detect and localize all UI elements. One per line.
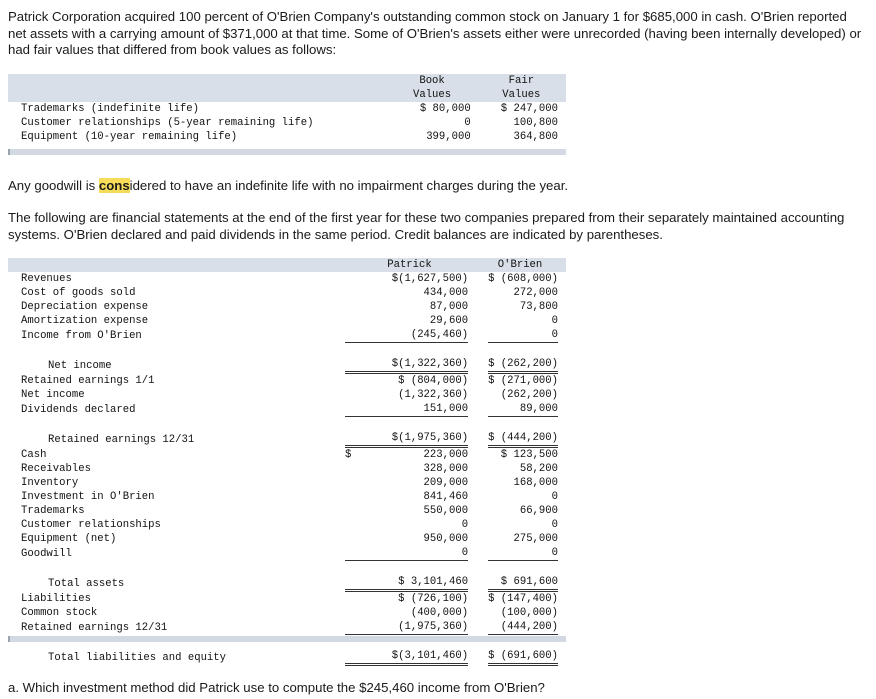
table-row — [8, 592, 566, 606]
obrien-value: (262,200) — [500, 389, 558, 401]
obrien-value: $ (608,000) — [488, 273, 558, 285]
table-row — [8, 490, 566, 504]
patrick-value: $(1,975,360) — [391, 432, 469, 444]
fair-value: 364,800 — [513, 131, 558, 143]
patrick-value: 151,000 — [423, 403, 469, 415]
book-value: 399,000 — [426, 131, 471, 143]
table-row — [8, 388, 566, 402]
table-bottom-bar — [8, 149, 566, 155]
fair-value-table — [8, 74, 566, 144]
row-label: Trademarks — [21, 505, 85, 517]
obrien-value: 272,000 — [513, 287, 558, 299]
table-row — [8, 431, 566, 448]
table-row — [8, 130, 566, 144]
obrien-value: 275,000 — [513, 533, 558, 545]
obrien-value: 0 — [551, 315, 558, 327]
patrick-value: 550,000 — [423, 505, 469, 517]
obrien-value: 66,900 — [519, 505, 558, 517]
row-label: Equipment (net) — [21, 533, 117, 545]
intro-paragraph: Patrick Corporation acquired 100 percent of O'Brien Company's outstanding common stock on January 1 for $685,000 in cash. O'Brien reported net assets with a carrying amount of $371,000 at that time. Some of O'Brien's assets either were unrecorded (having been internally developed) or had fair values that differed from book values as follows: — [8, 9, 862, 57]
obrien-value: $ (271,000) — [488, 375, 558, 387]
table-header-row — [8, 88, 566, 102]
table-row — [8, 606, 566, 620]
obrien-value: 89,000 — [519, 403, 558, 415]
obrien-value: (444,200) — [500, 621, 558, 633]
question-a: a. Which investment method did Patrick use to compute the $245,460 income from O'Brien? — [8, 680, 545, 695]
row-label: Dividends declared — [21, 403, 136, 416]
table-row — [8, 314, 566, 328]
table-row — [8, 357, 566, 374]
goodwill-note — [8, 178, 864, 195]
spacer-row — [8, 561, 566, 575]
book-value: $ 80,000 — [419, 103, 471, 115]
obrien-value: 0 — [551, 491, 558, 503]
patrick-value: $ 3,101,460 — [398, 576, 469, 588]
row-label: Goodwill — [21, 547, 72, 560]
fair-value: $ 247,000 — [500, 103, 558, 115]
currency-sign: $ — [344, 449, 352, 461]
table-row — [8, 116, 566, 130]
table-row — [8, 620, 566, 635]
row-label: Equipment (10-year remaining life) — [21, 131, 238, 143]
table-row — [8, 448, 566, 462]
table-row — [8, 328, 566, 343]
row-label: Receivables — [21, 463, 91, 475]
table-row — [8, 518, 566, 532]
table-header-row — [8, 258, 566, 272]
patrick-value: 209,000 — [423, 477, 469, 489]
fair-values-header-2: Values — [477, 88, 566, 102]
row-label: Depreciation expense — [21, 301, 149, 313]
table-row — [8, 504, 566, 518]
row-label: Retained earnings 1/1 — [21, 375, 155, 387]
obrien-value: 0 — [551, 519, 558, 531]
patrick-value: 841,460 — [423, 491, 469, 503]
row-label: Revenues — [21, 273, 72, 285]
financial-statements-table — [8, 258, 566, 666]
row-label: Customer relationships (5-year remaining life) — [21, 117, 314, 129]
statements-intro: The following are financial statements at the end of the first year for these two companies prepared from their separately maintained accounting systems. O'Brien declared and paid dividends in the same period. Credit balances are indicated by parentheses. — [8, 210, 845, 242]
obrien-value: 0 — [551, 329, 558, 341]
table-row — [8, 575, 566, 592]
patrick-value: 434,000 — [423, 287, 469, 299]
patrick-value: (1,975,360) — [398, 621, 469, 633]
table-row — [8, 374, 566, 388]
obrien-value: $ (147,400) — [488, 593, 558, 605]
obrien-value: $ (262,200) — [488, 358, 558, 370]
row-label: Cash — [21, 449, 47, 461]
obrien-value: 0 — [551, 547, 558, 559]
patrick-value: $ (726,100) — [398, 593, 469, 605]
row-label: Net income — [21, 389, 85, 401]
patrick-value: (400,000) — [410, 607, 469, 619]
table-row — [8, 286, 566, 300]
row-label: Inventory — [21, 477, 79, 489]
patrick-value: $(3,101,460) — [391, 650, 469, 662]
table-row — [8, 462, 566, 476]
row-label: Net income — [48, 359, 112, 372]
row-label: Common stock — [21, 607, 98, 619]
row-label: Investment in O'Brien — [21, 491, 155, 503]
spacer-row — [8, 417, 566, 431]
row-label: Total liabilities and equity — [48, 651, 227, 664]
statements-body — [8, 272, 566, 666]
row-label: Cost of goods sold — [21, 287, 136, 299]
patrick-value: 87,000 — [429, 301, 469, 313]
patrick-value: (1,322,360) — [398, 389, 469, 401]
table-row — [8, 102, 566, 116]
patrick-value: (245,460) — [410, 329, 469, 341]
row-label: Amortization expense — [21, 315, 149, 327]
spacer-row — [8, 343, 566, 357]
obrien-header: O'Brien — [474, 258, 566, 272]
patrick-value: 328,000 — [423, 463, 469, 475]
book-values-header-2: Values — [387, 88, 476, 102]
patrick-value: 950,000 — [423, 533, 469, 545]
table-row — [8, 402, 566, 417]
book-value: 0 — [464, 117, 471, 129]
obrien-value: 58,200 — [519, 463, 558, 475]
row-label: Trademarks (indefinite life) — [21, 103, 200, 115]
patrick-header: Patrick — [341, 258, 474, 272]
goodwill-note-end: idered to have an indefinite life with no impairment charges during the year. — [129, 178, 569, 193]
row-label: Income from O'Brien — [21, 329, 142, 342]
table-row — [8, 532, 566, 546]
obrien-value: 168,000 — [513, 477, 558, 489]
obrien-value: $ (444,200) — [488, 432, 558, 444]
obrien-value: $ (691,600) — [488, 650, 558, 662]
fair-value: 100,800 — [513, 117, 558, 129]
row-label: Retained earnings 12/31 — [21, 621, 168, 634]
patrick-value: $(1,322,360) — [391, 358, 469, 370]
table-row — [8, 476, 566, 490]
row-label: Total assets — [48, 577, 125, 590]
patrick-value: 0 — [461, 547, 469, 559]
patrick-value: $ (804,000) — [398, 375, 469, 387]
highlighted-text: cons — [98, 178, 130, 193]
obrien-value: (100,000) — [500, 607, 558, 619]
book-values-header-1: Book — [387, 74, 476, 88]
patrick-value: $(1,627,500) — [391, 273, 469, 285]
fair-values-header-1: Fair — [477, 74, 566, 88]
goodwill-note-start: Any goodwill is — [8, 178, 99, 193]
table-row — [8, 649, 566, 666]
patrick-value: 223,000 — [423, 449, 469, 461]
table-row — [8, 546, 566, 561]
row-label: Retained earnings 12/31 — [48, 433, 195, 446]
patrick-value: 0 — [461, 519, 469, 531]
row-label: Customer relationships — [21, 519, 161, 531]
obrien-value: $ 123,500 — [500, 449, 558, 461]
patrick-value: 29,600 — [429, 315, 469, 327]
table-row — [8, 272, 566, 286]
row-label: Liabilities — [21, 593, 91, 605]
table-row — [8, 300, 566, 314]
table-bottom-bar — [8, 636, 566, 642]
table-header-row — [8, 74, 566, 88]
obrien-value: $ 691,600 — [500, 576, 558, 588]
obrien-value: 73,800 — [519, 301, 558, 313]
